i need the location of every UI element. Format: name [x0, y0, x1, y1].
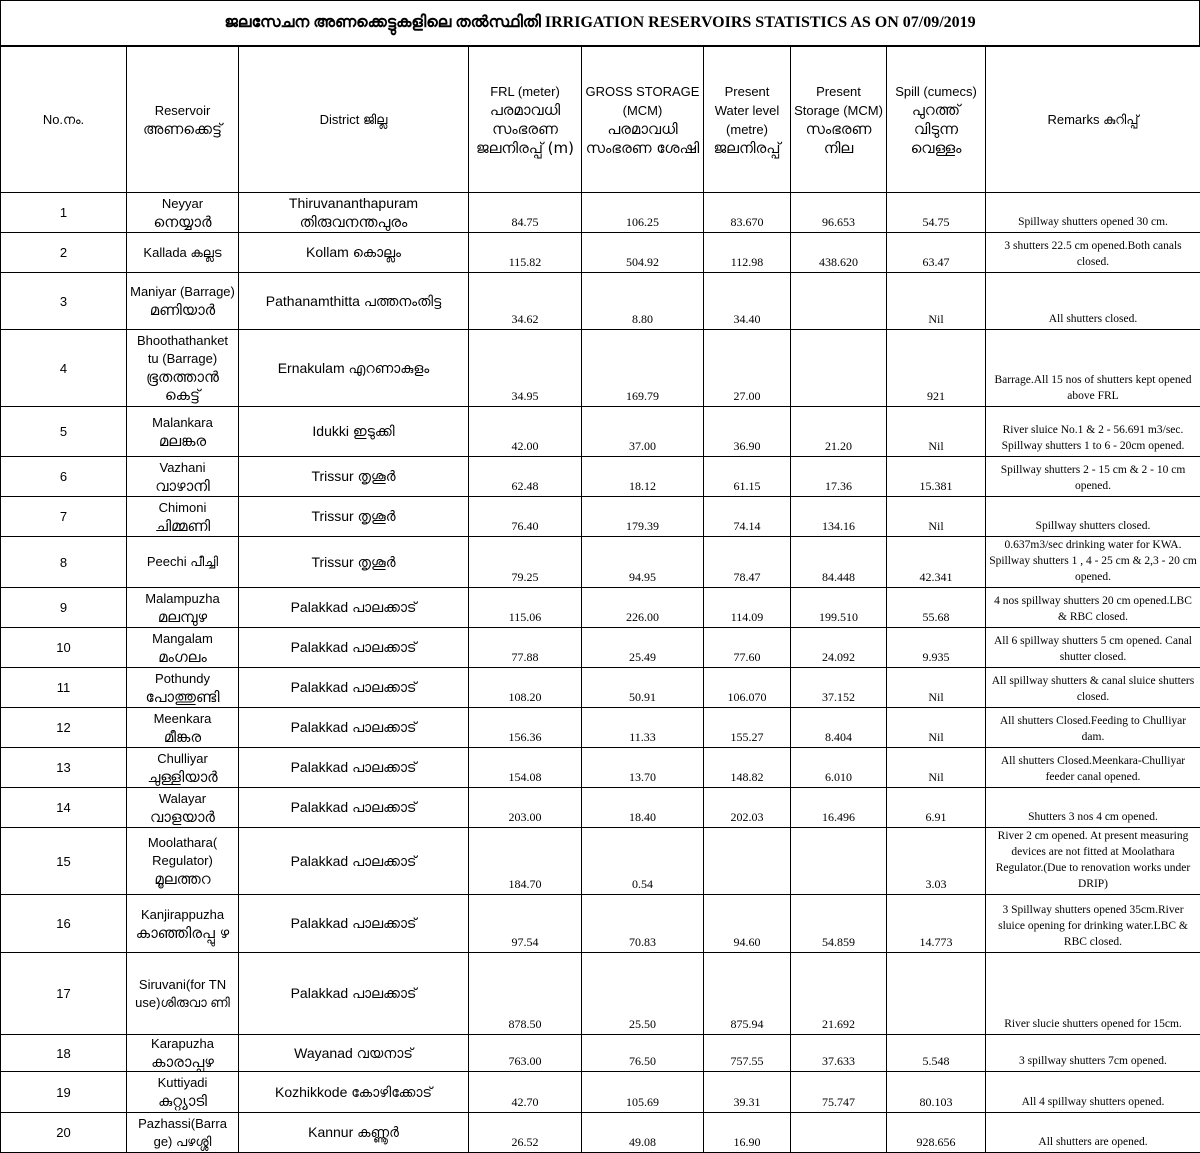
- cell-reservoir: [127, 708, 239, 748]
- cell-district-ml: തിരുവനന്തപുരം: [242, 213, 465, 232]
- cell-water-level: 155.27: [704, 708, 791, 748]
- cell-reservoir-en: Walayar: [130, 790, 235, 808]
- cell-remarks: Shutters 3 nos 4 cm opened.: [986, 788, 1200, 828]
- cell-district: [239, 895, 469, 953]
- cell-reservoir-ml: മീങ്കര: [130, 728, 235, 746]
- cell-no: 6: [1, 457, 127, 497]
- cell-no: 13: [1, 748, 127, 788]
- cell-water-level: 83.670: [704, 193, 791, 233]
- cell-reservoir: [127, 953, 239, 1035]
- cell-district-en: Pathanamthitta പത്തനംതിട്ട: [242, 292, 465, 311]
- cell-gross-storage: 76.50: [582, 1035, 704, 1072]
- cell-present-storage: 54.859: [791, 895, 887, 953]
- cell-district: [239, 273, 469, 330]
- cell-district-en: Kozhikkode കോഴിക്കോട്: [242, 1083, 465, 1102]
- cell-water-level: 78.47: [704, 537, 791, 588]
- cell-reservoir-en: Malankara: [130, 414, 235, 432]
- cell-remarks: All 4 spillway shutters opened.: [986, 1072, 1200, 1113]
- cell-water-level: 106.070: [704, 668, 791, 708]
- cell-water-level: 34.40: [704, 273, 791, 330]
- cell-frl: 203.00: [469, 788, 582, 828]
- cell-no: 4: [1, 330, 127, 407]
- cell-gross-storage: 0.54: [582, 828, 704, 895]
- cell-spill: 55.68: [887, 588, 986, 628]
- cell-remarks: 3 Spillway shutters opened 35cm.River sluice opening for drinking water.LBC & RBC closed.: [986, 895, 1200, 953]
- cell-present-storage: 24.092: [791, 628, 887, 668]
- table-row: [1, 1113, 1200, 1153]
- header-reservoir-en: Reservoir: [130, 101, 235, 120]
- cell-reservoir-ml: ഭൂതത്താൻ കെട്ട്: [130, 368, 235, 404]
- cell-remarks: All spillway shutters & canal sluice shutters closed.: [986, 668, 1200, 708]
- cell-frl: 42.00: [469, 407, 582, 457]
- cell-present-storage: 84.448: [791, 537, 887, 588]
- table-row: [1, 457, 1200, 497]
- cell-reservoir: [127, 497, 239, 537]
- cell-no: 5: [1, 407, 127, 457]
- cell-frl: 34.62: [469, 273, 582, 330]
- cell-reservoir: [127, 828, 239, 895]
- cell-district-en: Palakkad പാലക്കാട്: [242, 598, 465, 617]
- cell-frl: 156.36: [469, 708, 582, 748]
- cell-spill: Nil: [887, 668, 986, 708]
- cell-spill: 3.03: [887, 828, 986, 895]
- cell-reservoir-en: Chimoni: [130, 499, 235, 517]
- cell-reservoir-ml: മണിയാർ: [130, 301, 235, 319]
- cell-spill: Nil: [887, 748, 986, 788]
- cell-present-storage: 134.16: [791, 497, 887, 537]
- cell-remarks: 3 spillway shutters 7cm opened.: [986, 1035, 1200, 1072]
- cell-present-storage: 17.36: [791, 457, 887, 497]
- cell-spill: 9.935: [887, 628, 986, 668]
- header-storage-en: Present Storage (MCM): [794, 82, 883, 120]
- table-row: [1, 788, 1200, 828]
- cell-water-level: 77.60: [704, 628, 791, 668]
- cell-spill: 54.75: [887, 193, 986, 233]
- table-row: [1, 895, 1200, 953]
- cell-gross-storage: 18.12: [582, 457, 704, 497]
- cell-reservoir: [127, 788, 239, 828]
- cell-reservoir-ml: പോത്തുണ്ടി: [130, 688, 235, 706]
- cell-no: 15: [1, 828, 127, 895]
- header-present-storage: [791, 47, 887, 193]
- table-row: [1, 497, 1200, 537]
- cell-gross-storage: 49.08: [582, 1113, 704, 1153]
- cell-remarks: 0.637m3/sec drinking water for KWA. Spillway shutters 1 , 4 - 25 cm & 2,3 - 20 cm opened.: [986, 537, 1200, 588]
- cell-remarks: All shutters Closed.Meenkara-Chulliyar feeder canal opened.: [986, 748, 1200, 788]
- cell-no: 2: [1, 233, 127, 273]
- cell-district-en: Palakkad പാലക്കാട്: [242, 758, 465, 777]
- cell-district-en: Trissur തൃശൂർ: [242, 467, 465, 486]
- cell-no: 17: [1, 953, 127, 1035]
- cell-spill: 14.773: [887, 895, 986, 953]
- header-storage-ml: സംഭരണ നില: [794, 120, 883, 158]
- cell-district: [239, 330, 469, 407]
- cell-gross-storage: 226.00: [582, 588, 704, 628]
- cell-remarks: All shutters closed.: [986, 273, 1200, 330]
- cell-spill: 15.381: [887, 457, 986, 497]
- cell-reservoir: [127, 193, 239, 233]
- cell-present-storage: 96.653: [791, 193, 887, 233]
- header-spill-en: Spill (cumecs): [890, 82, 982, 101]
- cell-frl: 115.06: [469, 588, 582, 628]
- cell-water-level: 27.00: [704, 330, 791, 407]
- cell-reservoir: [127, 457, 239, 497]
- cell-water-level: 16.90: [704, 1113, 791, 1153]
- cell-frl: 108.20: [469, 668, 582, 708]
- cell-present-storage: 8.404: [791, 708, 887, 748]
- table-row: [1, 828, 1200, 895]
- cell-present-storage: 37.633: [791, 1035, 887, 1072]
- cell-remarks: All shutters Closed.Feeding to Chulliyar dam.: [986, 708, 1200, 748]
- cell-district: [239, 828, 469, 895]
- cell-gross-storage: 179.39: [582, 497, 704, 537]
- cell-gross-storage: 94.95: [582, 537, 704, 588]
- cell-spill: Nil: [887, 708, 986, 748]
- page-title: ജലസേചന അണക്കെട്ടുകളിലെ തൽസ്ഥിതി IRRIGATION RESERVOIRS STATISTICS AS ON 07/09/2019: [0, 0, 1200, 46]
- cell-reservoir-en: Mangalam: [130, 630, 235, 648]
- header-spill-ml: പുറത്ത് വിടുന്ന വെള്ളം: [890, 101, 982, 158]
- cell-district-en: Wayanad വയനാട്: [242, 1044, 465, 1063]
- table-row: [1, 407, 1200, 457]
- cell-district-en: Palakkad പാലക്കാട്: [242, 638, 465, 657]
- cell-reservoir: [127, 537, 239, 588]
- cell-district-en: Palakkad പാലക്കാട്: [242, 852, 465, 871]
- cell-frl: 34.95: [469, 330, 582, 407]
- cell-reservoir-ml: വാഴാനി: [130, 477, 235, 495]
- cell-district: [239, 668, 469, 708]
- cell-water-level: 36.90: [704, 407, 791, 457]
- cell-present-storage: 438.620: [791, 233, 887, 273]
- header-spill: [887, 47, 986, 193]
- cell-present-storage: 21.692: [791, 953, 887, 1035]
- header-level-en: Present Water level (metre): [707, 82, 787, 139]
- cell-no: 12: [1, 708, 127, 748]
- cell-reservoir: [127, 668, 239, 708]
- cell-reservoir-en: Pothundy: [130, 670, 235, 688]
- cell-spill: Nil: [887, 407, 986, 457]
- cell-district: [239, 628, 469, 668]
- cell-district: [239, 1035, 469, 1072]
- cell-district: [239, 497, 469, 537]
- cell-spill: 42.341: [887, 537, 986, 588]
- cell-water-level: 112.98: [704, 233, 791, 273]
- cell-district-en: Trissur തൃശൂർ: [242, 507, 465, 526]
- cell-district-en: Ernakulam എറണാകുളം: [242, 359, 465, 378]
- cell-water-level: 148.82: [704, 748, 791, 788]
- table-row: [1, 1072, 1200, 1113]
- cell-frl: 184.70: [469, 828, 582, 895]
- cell-remarks: River 2 cm opened. At present measuring devices are not fitted at Moolathara Regulator.(Due to renovation works under DRIP): [986, 828, 1200, 895]
- cell-spill: 928.656: [887, 1113, 986, 1153]
- cell-district: [239, 788, 469, 828]
- table-row: [1, 537, 1200, 588]
- table-header-row: [1, 47, 1200, 193]
- cell-district-en: Thiruvananthapuram: [242, 194, 465, 213]
- cell-district: [239, 708, 469, 748]
- cell-spill: [887, 953, 986, 1035]
- cell-reservoir-ml: മലമ്പുഴ: [130, 608, 235, 626]
- cell-district: [239, 407, 469, 457]
- header-gross-ml: പരമാവധി സംഭരണ ശേഷി: [585, 120, 700, 158]
- table-row: [1, 1035, 1200, 1072]
- cell-reservoir: [127, 330, 239, 407]
- cell-water-level: 74.14: [704, 497, 791, 537]
- cell-remarks: Spillway shutters closed.: [986, 497, 1200, 537]
- header-gross-en: GROSS STORAGE (MCM): [585, 82, 700, 120]
- reservoir-table: [0, 46, 1200, 1153]
- cell-reservoir-en: Bhoothathanket tu (Barrage): [130, 332, 235, 368]
- cell-gross-storage: 169.79: [582, 330, 704, 407]
- cell-spill: 6.91: [887, 788, 986, 828]
- cell-gross-storage: 25.50: [582, 953, 704, 1035]
- cell-no: 10: [1, 628, 127, 668]
- cell-reservoir-en: Neyyar: [130, 195, 235, 213]
- cell-water-level: 94.60: [704, 895, 791, 953]
- cell-no: 3: [1, 273, 127, 330]
- table-row: [1, 748, 1200, 788]
- table-row: [1, 330, 1200, 407]
- cell-district: [239, 1113, 469, 1153]
- cell-gross-storage: 11.33: [582, 708, 704, 748]
- cell-remarks: All 6 spillway shutters 5 cm opened. Canal shutter closed.: [986, 628, 1200, 668]
- cell-reservoir-ml: നെയ്യാർ: [130, 213, 235, 231]
- cell-reservoir: [127, 748, 239, 788]
- cell-reservoir: [127, 895, 239, 953]
- cell-reservoir-ml: ചുള്ളിയാർ: [130, 768, 235, 786]
- cell-water-level: 875.94: [704, 953, 791, 1035]
- header-level-ml: ജലനിരപ്പ്: [707, 139, 787, 158]
- cell-present-storage: [791, 1113, 887, 1153]
- cell-frl: 79.25: [469, 537, 582, 588]
- table-row: [1, 953, 1200, 1035]
- cell-spill: 63.47: [887, 233, 986, 273]
- table-row: [1, 628, 1200, 668]
- cell-frl: 42.70: [469, 1072, 582, 1113]
- cell-reservoir-en: Kallada കല്ലട: [130, 244, 235, 262]
- cell-remarks: Barrage.All 15 nos of shutters kept opened above FRL: [986, 330, 1200, 407]
- cell-water-level: 757.55: [704, 1035, 791, 1072]
- cell-present-storage: [791, 273, 887, 330]
- cell-present-storage: [791, 828, 887, 895]
- cell-district: [239, 588, 469, 628]
- cell-water-level: 61.15: [704, 457, 791, 497]
- cell-gross-storage: 504.92: [582, 233, 704, 273]
- cell-present-storage: 199.510: [791, 588, 887, 628]
- cell-gross-storage: 18.40: [582, 788, 704, 828]
- cell-no: 16: [1, 895, 127, 953]
- cell-frl: 26.52: [469, 1113, 582, 1153]
- cell-reservoir-en: Moolathara( Regulator): [130, 834, 235, 870]
- cell-water-level: 114.09: [704, 588, 791, 628]
- header-water-level: [704, 47, 791, 193]
- cell-reservoir-ml: കാഞ്ഞിരപ്പു ഴ: [130, 924, 235, 942]
- cell-reservoir: [127, 1072, 239, 1113]
- cell-no: 9: [1, 588, 127, 628]
- cell-gross-storage: 105.69: [582, 1072, 704, 1113]
- cell-reservoir-ml: മംഗലം: [130, 648, 235, 666]
- cell-district: [239, 953, 469, 1035]
- cell-gross-storage: 70.83: [582, 895, 704, 953]
- cell-district-en: Palakkad പാലക്കാട്: [242, 798, 465, 817]
- cell-spill: Nil: [887, 497, 986, 537]
- cell-present-storage: [791, 330, 887, 407]
- cell-gross-storage: 37.00: [582, 407, 704, 457]
- cell-reservoir-ml: കാരാപ്പുഴ: [130, 1053, 235, 1071]
- cell-present-storage: 37.152: [791, 668, 887, 708]
- cell-district-en: Palakkad പാലക്കാട്: [242, 984, 465, 1003]
- table-row: [1, 273, 1200, 330]
- cell-reservoir: [127, 273, 239, 330]
- cell-reservoir-ml: മലങ്കര: [130, 432, 235, 450]
- cell-reservoir-ml: ചിമ്മണി: [130, 517, 235, 535]
- cell-reservoir-ml: മൂലത്തറ: [130, 870, 235, 888]
- table-row: [1, 193, 1200, 233]
- cell-reservoir: [127, 1113, 239, 1153]
- cell-reservoir-en: Kanjirappuzha: [130, 906, 235, 924]
- cell-remarks: All shutters are opened.: [986, 1113, 1200, 1153]
- cell-frl: 84.75: [469, 193, 582, 233]
- cell-district: [239, 537, 469, 588]
- cell-remarks: River slucie shutters opened for 15cm.: [986, 953, 1200, 1035]
- table-row: [1, 233, 1200, 273]
- cell-reservoir-en: Maniyar (Barrage): [130, 283, 235, 301]
- table-row: [1, 668, 1200, 708]
- cell-spill: 921: [887, 330, 986, 407]
- cell-frl: 154.08: [469, 748, 582, 788]
- cell-district: [239, 748, 469, 788]
- cell-district: [239, 233, 469, 273]
- cell-reservoir-ml: കുറ്റ്യാടി: [130, 1092, 235, 1110]
- cell-remarks: River sluice No.1 & 2 - 56.691 m3/sec. Spillway shutters 1 to 6 - 20cm opened.: [986, 407, 1200, 457]
- cell-frl: 878.50: [469, 953, 582, 1035]
- cell-district: [239, 1072, 469, 1113]
- cell-district-en: Palakkad പാലക്കാട്: [242, 678, 465, 697]
- cell-water-level: [704, 828, 791, 895]
- cell-reservoir-en: Chulliyar: [130, 750, 235, 768]
- cell-reservoir-en: Malampuzha: [130, 590, 235, 608]
- cell-reservoir-en: Vazhani: [130, 459, 235, 477]
- cell-gross-storage: 106.25: [582, 193, 704, 233]
- header-reservoir-ml: അണക്കെട്ട്: [130, 120, 235, 139]
- cell-district-en: Palakkad പാലക്കാട്: [242, 718, 465, 737]
- cell-spill: 5.548: [887, 1035, 986, 1072]
- cell-no: 1: [1, 193, 127, 233]
- cell-reservoir: [127, 1035, 239, 1072]
- header-remarks: Remarks കുറിപ്പ്: [986, 47, 1200, 193]
- cell-reservoir-en: Kuttiyadi: [130, 1074, 235, 1092]
- header-gross-storage: [582, 47, 704, 193]
- cell-reservoir: [127, 407, 239, 457]
- cell-gross-storage: 50.91: [582, 668, 704, 708]
- cell-water-level: 39.31: [704, 1072, 791, 1113]
- cell-no: 11: [1, 668, 127, 708]
- cell-district: [239, 457, 469, 497]
- cell-remarks: 3 shutters 22.5 cm opened.Both canals closed.: [986, 233, 1200, 273]
- table-row: [1, 588, 1200, 628]
- cell-district-en: Trissur തൃശൂർ: [242, 553, 465, 572]
- header-reservoir: [127, 47, 239, 193]
- cell-frl: 77.88: [469, 628, 582, 668]
- cell-remarks: Spillway shutters 2 - 15 cm & 2 - 10 cm opened.: [986, 457, 1200, 497]
- header-district: District ജില്ല: [239, 47, 469, 193]
- cell-gross-storage: 25.49: [582, 628, 704, 668]
- cell-remarks: Spillway shutters opened 30 cm.: [986, 193, 1200, 233]
- cell-reservoir-en: Karapuzha: [130, 1035, 235, 1053]
- cell-gross-storage: 13.70: [582, 748, 704, 788]
- cell-spill: Nil: [887, 273, 986, 330]
- cell-no: 19: [1, 1072, 127, 1113]
- cell-frl: 62.48: [469, 457, 582, 497]
- cell-district-en: Idukki ഇടുക്കി: [242, 422, 465, 441]
- cell-gross-storage: 8.80: [582, 273, 704, 330]
- cell-no: 18: [1, 1035, 127, 1072]
- table-row: [1, 708, 1200, 748]
- cell-no: 8: [1, 537, 127, 588]
- header-frl-ml: പരമാവധി സംഭരണ ജലനിരപ്പ് (m): [472, 101, 578, 158]
- cell-district-en: Palakkad പാലക്കാട്: [242, 914, 465, 933]
- cell-no: 14: [1, 788, 127, 828]
- cell-reservoir-en: Siruvani(for TN use)ശിരുവാ ണി: [130, 976, 235, 1012]
- header-frl-en: FRL (meter): [472, 82, 578, 101]
- cell-reservoir: [127, 628, 239, 668]
- cell-reservoir-en: Peechi പീച്ചി: [130, 553, 235, 571]
- cell-reservoir: [127, 588, 239, 628]
- cell-reservoir: [127, 233, 239, 273]
- cell-no: 20: [1, 1113, 127, 1153]
- cell-district: [239, 193, 469, 233]
- cell-no: 7: [1, 497, 127, 537]
- cell-frl: 76.40: [469, 497, 582, 537]
- cell-present-storage: 16.496: [791, 788, 887, 828]
- cell-district-en: Kannur കണ്ണൂർ: [242, 1123, 465, 1142]
- header-frl: [469, 47, 582, 193]
- cell-water-level: 202.03: [704, 788, 791, 828]
- cell-frl: 97.54: [469, 895, 582, 953]
- header-sno: No.നം.: [1, 47, 127, 193]
- cell-reservoir-ml: വാളയാർ: [130, 808, 235, 826]
- cell-present-storage: 21.20: [791, 407, 887, 457]
- cell-reservoir-en: Meenkara: [130, 710, 235, 728]
- cell-district-en: Kollam കൊല്ലം: [242, 243, 465, 262]
- cell-present-storage: 6.010: [791, 748, 887, 788]
- cell-spill: 80.103: [887, 1072, 986, 1113]
- cell-frl: 115.82: [469, 233, 582, 273]
- cell-present-storage: 75.747: [791, 1072, 887, 1113]
- cell-frl: 763.00: [469, 1035, 582, 1072]
- cell-reservoir-en: Pazhassi(Barra ge) പഴശ്ശി: [130, 1115, 235, 1151]
- cell-remarks: 4 nos spillway shutters 20 cm opened.LBC & RBC closed.: [986, 588, 1200, 628]
